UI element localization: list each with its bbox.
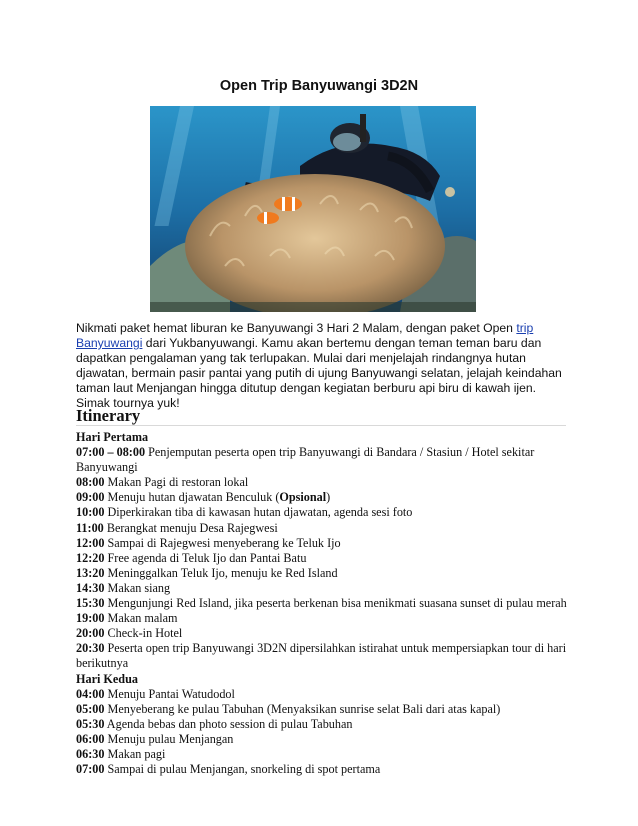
schedule-text: Berangkat menuju Desa Rajegwesi [103, 520, 278, 535]
trip-banyuwangi-link[interactable]: trip [516, 321, 534, 335]
trip-banyuwangi-link-cont[interactable]: Banyuwangi [76, 336, 143, 350]
snorkeling-photo-illustration [150, 106, 476, 312]
schedule-row [76, 687, 576, 702]
day-title: Hari Kedua [76, 671, 138, 686]
schedule-text: Menyeberang ke pulau Tabuhan (Menyaksikan sunrise selat Bali dari atas kapal) [104, 701, 501, 716]
schedule-row [76, 521, 576, 536]
schedule-text: Mengunjungi Red Island, jika peserta berkenan bisa menikmati suasana sunset di pulau merah [104, 596, 567, 611]
schedule-text: Sampai di pulau Menjangan, snorkeling di spot pertama [104, 762, 381, 777]
schedule-text: Menuju hutan djawatan Benculuk ( [104, 490, 280, 505]
intro-line-2 [76, 336, 566, 351]
schedule-text: Menuju Pantai Watudodol [104, 686, 235, 701]
schedule-time: 12:20 [76, 550, 105, 565]
day-title: Hari Pertama [76, 430, 149, 444]
schedule-row [76, 611, 576, 626]
schedule-text: Makan malam [104, 611, 178, 626]
schedule-row [76, 747, 576, 762]
schedule-text-suffix: ) [326, 490, 331, 505]
schedule-text: Diperkirakan tiba di kawasan hutan djawatan, agenda sesi foto [104, 505, 413, 520]
schedule-text: Sampai di Rajegwesi menyeberang ke Teluk Ijo [104, 535, 341, 550]
schedule-time: 05:00 [76, 701, 105, 716]
schedule-row [76, 551, 576, 566]
schedule-row [76, 717, 576, 732]
intro-line-4: djawatan, bermain pasir pantai yang putih di ujung Banyuwangi selatan, jelajah keindahan [76, 366, 562, 380]
schedule-time: 20:00 [76, 626, 105, 641]
page-title: Open Trip Banyuwangi 3D2N [219, 78, 419, 94]
schedule-text: Makan Pagi di restoran lokal [104, 475, 249, 490]
schedule-time: 13:20 [76, 565, 105, 580]
schedule-text: Makan pagi [104, 746, 166, 761]
schedule-row [76, 581, 576, 596]
schedule-row [76, 445, 576, 460]
schedule-text: Banyuwangi [76, 460, 138, 475]
schedule-time: 05:30 [76, 716, 105, 731]
schedule-text: Check-in Hotel [104, 626, 183, 641]
schedule-row [76, 490, 576, 505]
schedule-time: 08:00 [76, 475, 105, 490]
schedule-row [76, 626, 576, 641]
schedule-time: 10:00 [76, 505, 105, 520]
intro-paragraph [76, 321, 566, 411]
schedule-time: 07:00 – 08:00 [76, 445, 146, 460]
schedule-time: 11:00 [76, 520, 104, 535]
schedule-row [76, 656, 576, 671]
intro-text: dari Yukbanyuwangi. Kamu akan bertemu dengan teman teman baru dan [142, 336, 542, 350]
schedule-time: 04:00 [76, 686, 105, 701]
snorkeling-photo [150, 106, 476, 312]
schedule-text: Makan siang [104, 580, 171, 595]
schedule-row [76, 475, 576, 490]
schedule-time: 19:00 [76, 611, 105, 626]
schedule-text: Agenda bebas dan photo session di pulau Tabuhan [104, 716, 353, 731]
schedule-time: 15:30 [76, 596, 105, 611]
schedule-time: 09:00 [76, 490, 105, 505]
schedule-row [76, 762, 576, 777]
schedule-row [76, 641, 576, 656]
intro-line-1 [76, 321, 566, 336]
schedule-text: Meninggalkan Teluk Ijo, menuju ke Red Island [104, 565, 338, 580]
schedule-text: berikutnya [76, 656, 129, 671]
intro-line-3: dapatkan pengalaman yang tak terlupakan. Mulai dari menjelajah rindangnya hutan [76, 351, 526, 365]
schedule-text: Free agenda di Teluk Ijo dan Pantai Batu [104, 550, 307, 565]
schedule-row [76, 460, 576, 475]
schedule-row [76, 566, 576, 581]
schedule-row [76, 702, 576, 717]
schedule-time: 14:30 [76, 580, 105, 595]
itinerary-heading: Itinerary [76, 406, 141, 425]
schedule-row [76, 596, 576, 611]
schedule-time: 07:00 [76, 762, 105, 777]
schedule-time: 06:00 [76, 731, 105, 746]
schedule-row [76, 505, 576, 520]
schedule-bold-note: Opsional [279, 490, 327, 505]
schedule-text: Menuju pulau Menjangan [104, 731, 234, 746]
schedule-time: 12:00 [76, 535, 105, 550]
heading-divider [76, 425, 566, 426]
schedule-row [76, 732, 576, 747]
schedule-row [76, 536, 576, 551]
schedule-text: Penjemputan peserta open trip Banyuwangi di Bandara / Stasiun / Hotel sekitar [145, 445, 535, 460]
itinerary-schedule [76, 430, 576, 777]
schedule-time: 06:30 [76, 746, 105, 761]
schedule-time: 20:30 [76, 641, 105, 656]
intro-text: Nikmati paket hemat liburan ke Banyuwangi 3 Hari 2 Malam, dengan paket Open [76, 321, 517, 335]
schedule-text: Peserta open trip Banyuwangi 3D2N dipersilahkan istirahat untuk mempersiapkan tour di hari [104, 641, 567, 656]
intro-line-5: taman laut Menjangan hingga ditutup dengan kegiatan berburu api biru di kawah ijen. [76, 381, 537, 395]
intro-line-6: Simak tournya yuk! [76, 396, 180, 410]
